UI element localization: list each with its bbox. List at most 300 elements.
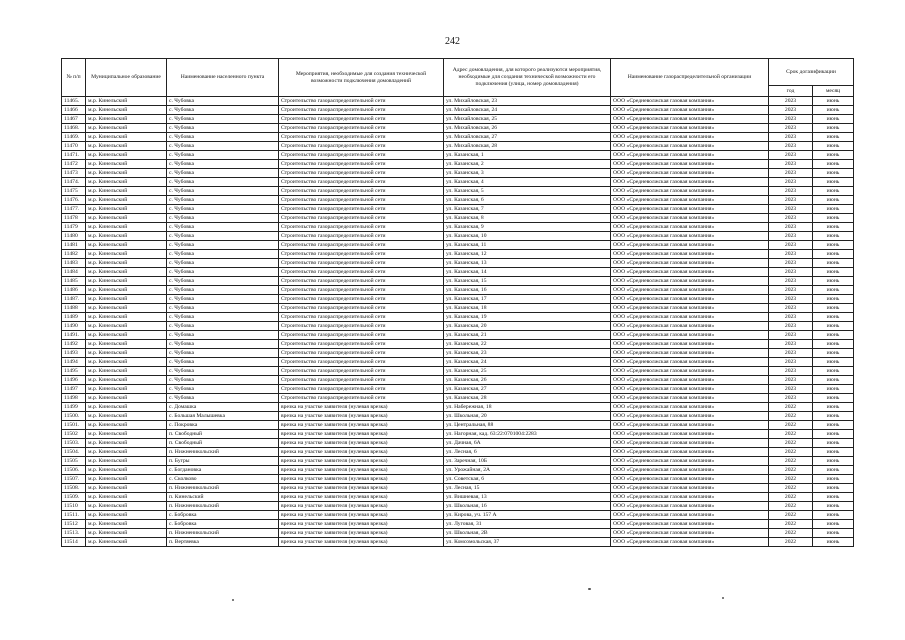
address-cell: ул. Школьная, 16 [444,502,611,511]
year-cell: 2022 [769,511,813,520]
year-cell: 2023 [769,394,813,403]
municipality-cell: м.р. Кинельский [86,421,167,430]
table-row [62,475,854,484]
measure-cell: Строительство газораспределительной сети [279,232,444,241]
settlement-cell: с. Чубовка [167,133,279,142]
organization-cell: ООО «Средневолжская газовая компания» [611,178,769,187]
organization-cell: ООО «Средневолжская газовая компания» [611,538,769,547]
organization-cell: ООО «Средневолжская газовая компания» [611,250,769,259]
month-cell: июнь [813,331,854,340]
year-cell: 2023 [769,97,813,106]
measure-cell: врезка на участке заявителя (нулевая врезка) [279,439,444,448]
address-cell: ул. Нагорная, кад. 63:22:0701004:2283 [444,430,611,439]
month-cell: июнь [813,421,854,430]
row-number-cell: 11474. [62,178,86,187]
year-cell: 2023 [769,124,813,133]
organization-cell: ООО «Средневолжская газовая компания» [611,385,769,394]
header-year: год [769,86,813,97]
table-row [62,286,854,295]
row-number-cell: 11512 [62,520,86,529]
municipality-cell: м.р. Кинельский [86,268,167,277]
table-row [62,493,854,502]
year-cell: 2023 [769,160,813,169]
row-number-cell: 11465. [62,97,86,106]
table-row [62,430,854,439]
measure-cell: Строительство газораспределительной сети [279,295,444,304]
organization-cell: ООО «Средневолжская газовая компания» [611,115,769,124]
month-cell: июнь [813,466,854,475]
address-cell: ул. Казанская, 1 [444,151,611,160]
table-row [62,349,854,358]
address-cell: ул. Михайловская, 27 [444,133,611,142]
municipality-cell: м.р. Кинельский [86,205,167,214]
month-cell: июнь [813,241,854,250]
settlement-cell: с. Большая Малышевка [167,412,279,421]
row-number-cell: 11494 [62,358,86,367]
month-cell: июнь [813,439,854,448]
address-cell: ул. Вишневая, 13 [444,493,611,502]
row-number-cell: 11486 [62,286,86,295]
row-number-cell: 11479 [62,223,86,232]
measure-cell: врезка на участке заявителя (нулевая врезка) [279,502,444,511]
municipality-cell: м.р. Кинельский [86,367,167,376]
table-row [62,502,854,511]
measure-cell: врезка на участке заявителя (нулевая врезка) [279,448,444,457]
table-row [62,367,854,376]
month-cell: июнь [813,340,854,349]
month-cell: июнь [813,232,854,241]
municipality-cell: м.р. Кинельский [86,520,167,529]
table-row [62,196,854,205]
measure-cell: Строительство газораспределительной сети [279,376,444,385]
address-cell: ул. Михайловская, 23 [444,97,611,106]
settlement-cell: с. Чубовка [167,268,279,277]
table-row [62,115,854,124]
settlement-cell: п. Нижненикольский [167,448,279,457]
municipality-cell: м.р. Кинельский [86,214,167,223]
organization-cell: ООО «Средневолжская газовая компания» [611,493,769,502]
measure-cell: Строительство газораспределительной сети [279,331,444,340]
measure-cell: врезка на участке заявителя (нулевая врезка) [279,529,444,538]
organization-cell: ООО «Средневолжская газовая компания» [611,160,769,169]
table-row [62,313,854,322]
settlement-cell: с. Чубовка [167,367,279,376]
month-cell: июнь [813,484,854,493]
organization-cell: ООО «Средневолжская газовая компания» [611,304,769,313]
municipality-cell: м.р. Кинельский [86,259,167,268]
settlement-cell: с. Чубовка [167,160,279,169]
municipality-cell: м.р. Кинельский [86,448,167,457]
year-cell: 2023 [769,322,813,331]
settlement-cell: с. Покровка [167,421,279,430]
table-row [62,403,854,412]
month-cell: июнь [813,493,854,502]
row-number-cell: 11473 [62,169,86,178]
month-cell: июнь [813,133,854,142]
month-cell: июнь [813,394,854,403]
municipality-cell: м.р. Кинельский [86,538,167,547]
municipality-cell: м.р. Кинельский [86,331,167,340]
organization-cell: ООО «Средневолжская газовая компания» [611,313,769,322]
month-cell: июнь [813,187,854,196]
table-row [62,511,854,520]
month-cell: июнь [813,178,854,187]
scan-artifact [722,597,724,599]
municipality-cell: м.р. Кинельский [86,529,167,538]
municipality-cell: м.р. Кинельский [86,502,167,511]
settlement-cell: с. Чубовка [167,331,279,340]
row-number-cell: 11475 [62,187,86,196]
measure-cell: Строительство газораспределительной сети [279,268,444,277]
measure-cell: Строительство газораспределительной сети [279,133,444,142]
row-number-cell: 11488 [62,304,86,313]
municipality-cell: м.р. Кинельский [86,466,167,475]
measure-cell: Строительство газораспределительной сети [279,259,444,268]
organization-cell: ООО «Средневолжская газовая компания» [611,277,769,286]
organization-cell: ООО «Средневолжская газовая компания» [611,466,769,475]
year-cell: 2023 [769,295,813,304]
table-row [62,268,854,277]
municipality-cell: м.р. Кинельский [86,475,167,484]
year-cell: 2023 [769,133,813,142]
table-row [62,457,854,466]
address-cell: ул. Казанская, 5 [444,187,611,196]
organization-cell: ООО «Средневолжская газовая компания» [611,241,769,250]
table-row [62,133,854,142]
municipality-cell: м.р. Кинельский [86,403,167,412]
organization-cell: ООО «Средневолжская газовая компания» [611,529,769,538]
address-cell: ул. Центральная, 88 [444,421,611,430]
measure-cell: Строительство газораспределительной сети [279,277,444,286]
page-number: 242 [445,36,460,47]
organization-cell: ООО «Средневолжская газовая компания» [611,448,769,457]
municipality-cell: м.р. Кинельский [86,484,167,493]
year-cell: 2022 [769,412,813,421]
settlement-cell: с. Чубовка [167,142,279,151]
month-cell: июнь [813,277,854,286]
table-row [62,178,854,187]
organization-cell: ООО «Средневолжская газовая компания» [611,439,769,448]
measure-cell: Строительство газораспределительной сети [279,205,444,214]
address-cell: ул. Казанская, 24 [444,358,611,367]
year-cell: 2023 [769,187,813,196]
row-number-cell: 11483 [62,259,86,268]
row-number-cell: 11500. [62,412,86,421]
municipality-cell: м.р. Кинельский [86,322,167,331]
table-row [62,538,854,547]
row-number-cell: 11471. [62,151,86,160]
month-cell: июнь [813,286,854,295]
settlement-cell: с. Чубовка [167,250,279,259]
organization-cell: ООО «Средневолжская газовая компания» [611,367,769,376]
row-number-cell: 11508. [62,484,86,493]
month-cell: июнь [813,295,854,304]
address-cell: ул. Казанская, 12 [444,250,611,259]
municipality-cell: м.р. Кинельский [86,178,167,187]
organization-cell: ООО «Средневолжская газовая компания» [611,322,769,331]
address-cell: ул. Казанская, 11 [444,241,611,250]
row-number-cell: 11513. [62,529,86,538]
settlement-cell: с. Чубовка [167,178,279,187]
year-cell: 2022 [769,457,813,466]
settlement-cell: с. Чубовка [167,223,279,232]
measure-cell: Строительство газораспределительной сети [279,169,444,178]
table-row [62,232,854,241]
row-number-cell: 11503. [62,439,86,448]
address-cell: ул. Казанская, 8 [444,214,611,223]
measure-cell: врезка на участке заявителя (нулевая врезка) [279,511,444,520]
year-cell: 2023 [769,232,813,241]
settlement-cell: п. Свободный [167,430,279,439]
address-cell: ул. Казанская, 16 [444,286,611,295]
settlement-cell: п. Вертяевка [167,538,279,547]
organization-cell: ООО «Средневолжская газовая компания» [611,205,769,214]
table-row [62,277,854,286]
municipality-cell: м.р. Кинельский [86,232,167,241]
organization-cell: ООО «Средневолжская газовая компания» [611,358,769,367]
settlement-cell: с. Чубовка [167,187,279,196]
table-row [62,394,854,403]
address-cell: ул. Казанская, 10 [444,232,611,241]
row-number-cell: 11497 [62,385,86,394]
year-cell: 2023 [769,286,813,295]
organization-cell: ООО «Средневолжская газовая компания» [611,421,769,430]
municipality-cell: м.р. Кинельский [86,97,167,106]
table-row [62,466,854,475]
municipality-cell: м.р. Кинельский [86,376,167,385]
row-number-cell: 11498 [62,394,86,403]
year-cell: 2022 [769,502,813,511]
measure-cell: Строительство газораспределительной сети [279,358,444,367]
month-cell: июнь [813,376,854,385]
municipality-cell: м.р. Кинельский [86,169,167,178]
address-cell: ул. Казанская, 23 [444,349,611,358]
month-cell: июнь [813,115,854,124]
organization-cell: ООО «Средневолжская газовая компания» [611,106,769,115]
address-cell: ул. Казанская, 9 [444,223,611,232]
month-cell: июнь [813,448,854,457]
measure-cell: Строительство газораспределительной сети [279,160,444,169]
measure-cell: врезка на участке заявителя (нулевая врезка) [279,430,444,439]
measure-cell: врезка на участке заявителя (нулевая врезка) [279,538,444,547]
organization-cell: ООО «Средневолжская газовая компания» [611,286,769,295]
municipality-cell: м.р. Кинельский [86,106,167,115]
year-cell: 2023 [769,205,813,214]
row-number-cell: 11506. [62,466,86,475]
municipality-cell: м.р. Кинельский [86,142,167,151]
organization-cell: ООО «Средневолжская газовая компания» [611,457,769,466]
address-cell: ул. Казанская, 15 [444,277,611,286]
year-cell: 2022 [769,484,813,493]
month-cell: июнь [813,538,854,547]
municipality-cell: м.р. Кинельский [86,241,167,250]
month-cell: июнь [813,268,854,277]
gasification-table [61,58,854,547]
measure-cell: Строительство газораспределительной сети [279,187,444,196]
municipality-cell: м.р. Кинельский [86,358,167,367]
month-cell: июнь [813,322,854,331]
row-number-cell: 11492 [62,340,86,349]
municipality-cell: м.р. Кинельский [86,511,167,520]
row-number-cell: 11489 [62,313,86,322]
settlement-cell: с. Чубовка [167,277,279,286]
settlement-cell: с. Чубовка [167,124,279,133]
municipality-cell: м.р. Кинельский [86,286,167,295]
address-cell: ул. Советская, 6 [444,475,611,484]
month-cell: июнь [813,259,854,268]
settlement-cell: с. Чубовка [167,376,279,385]
month-cell: июнь [813,250,854,259]
month-cell: июнь [813,412,854,421]
month-cell: июнь [813,214,854,223]
month-cell: июнь [813,457,854,466]
settlement-cell: с. Чубовка [167,313,279,322]
header-num: № п/п [62,59,86,97]
settlement-cell: с. Чубовка [167,358,279,367]
table-row [62,241,854,250]
settlement-cell: с. Чубовка [167,385,279,394]
header-measure: Мероприятия, необходимые для создания технической возможности подключения домовладений [279,59,444,97]
year-cell: 2023 [769,169,813,178]
month-cell: июнь [813,97,854,106]
table-row [62,448,854,457]
organization-cell: ООО «Средневолжская газовая компания» [611,295,769,304]
row-number-cell: 11499 [62,403,86,412]
month-cell: июнь [813,169,854,178]
month-cell: июнь [813,529,854,538]
month-cell: июнь [813,349,854,358]
municipality-cell: м.р. Кинельский [86,412,167,421]
organization-cell: ООО «Средневолжская газовая компания» [611,430,769,439]
month-cell: июнь [813,124,854,133]
measure-cell: врезка на участке заявителя (нулевая врезка) [279,412,444,421]
address-cell: ул. Казанская, 3 [444,169,611,178]
measure-cell: врезка на участке заявителя (нулевая врезка) [279,493,444,502]
table-row [62,142,854,151]
municipality-cell: м.р. Кинельский [86,160,167,169]
settlement-cell: с. Чубовка [167,169,279,178]
measure-cell: врезка на участке заявителя (нулевая врезка) [279,457,444,466]
organization-cell: ООО «Средневолжская газовая компания» [611,97,769,106]
address-cell: ул. Казанская, 19 [444,313,611,322]
row-number-cell: 11507. [62,475,86,484]
settlement-cell: с. Чубовка [167,394,279,403]
settlement-cell: с. Чубовка [167,304,279,313]
month-cell: июнь [813,313,854,322]
organization-cell: ООО «Средневолжская газовая компания» [611,214,769,223]
row-number-cell: 11514 [62,538,86,547]
address-cell: ул. Казанская, 6 [444,196,611,205]
year-cell: 2022 [769,421,813,430]
settlement-cell: с. Бобровка [167,511,279,520]
address-cell: ул. Казанская, 28 [444,394,611,403]
year-cell: 2023 [769,241,813,250]
table-row [62,520,854,529]
address-cell: ул. Казанская, 27 [444,385,611,394]
table-row [62,322,854,331]
table-row [62,304,854,313]
measure-cell: врезка на участке заявителя (нулевая врезка) [279,520,444,529]
month-cell: июнь [813,511,854,520]
organization-cell: ООО «Средневолжская газовая компания» [611,196,769,205]
measure-cell: Строительство газораспределительной сети [279,115,444,124]
month-cell: июнь [813,385,854,394]
measure-cell: Строительство газораспределительной сети [279,142,444,151]
row-number-cell: 11470 [62,142,86,151]
settlement-cell: с. Чубовка [167,97,279,106]
month-cell: июнь [813,106,854,115]
measure-cell: Строительство газораспределительной сети [279,151,444,160]
year-cell: 2022 [769,520,813,529]
measure-cell: Строительство газораспределительной сети [279,250,444,259]
year-cell: 2023 [769,277,813,286]
year-cell: 2023 [769,304,813,313]
municipality-cell: м.р. Кинельский [86,457,167,466]
organization-cell: ООО «Средневолжская газовая компания» [611,403,769,412]
year-cell: 2022 [769,475,813,484]
settlement-cell: с. Чубовка [167,322,279,331]
month-cell: июнь [813,430,854,439]
month-cell: июнь [813,520,854,529]
row-number-cell: 11484 [62,268,86,277]
settlement-cell: с. Сколково [167,475,279,484]
year-cell: 2022 [769,448,813,457]
address-cell: ул. Казанская, 13 [444,259,611,268]
row-number-cell: 11482 [62,250,86,259]
table-row [62,106,854,115]
organization-cell: ООО «Средневолжская газовая компания» [611,394,769,403]
address-cell: ул. Казанская, 18 [444,304,611,313]
address-cell: ул. Казанская, 21 [444,331,611,340]
settlement-cell: с. Чубовка [167,349,279,358]
year-cell: 2023 [769,376,813,385]
month-cell: июнь [813,304,854,313]
year-cell: 2023 [769,106,813,115]
year-cell: 2022 [769,439,813,448]
year-cell: 2023 [769,313,813,322]
table-row [62,97,854,106]
municipality-cell: м.р. Кинельский [86,439,167,448]
municipality-cell: м.р. Кинельский [86,151,167,160]
table-row [62,169,854,178]
address-cell: ул. Казанская, 25 [444,367,611,376]
year-cell: 2023 [769,178,813,187]
organization-cell: ООО «Средневолжская газовая компания» [611,142,769,151]
municipality-cell: м.р. Кинельский [86,295,167,304]
header-address: Адрес домовладения, для которого реализуются мероприятия, необходимые для создания технической возможности его подключения (улица, номер домовладения) [444,59,611,97]
table-row [62,331,854,340]
measure-cell: врезка на участке заявителя (нулевая врезка) [279,475,444,484]
measure-cell: Строительство газораспределительной сети [279,340,444,349]
year-cell: 2023 [769,358,813,367]
settlement-cell: п. Бугры [167,457,279,466]
month-cell: июнь [813,502,854,511]
year-cell: 2022 [769,538,813,547]
settlement-cell: с. Чубовка [167,151,279,160]
month-cell: июнь [813,475,854,484]
measure-cell: Строительство газораспределительной сети [279,214,444,223]
table-row [62,376,854,385]
settlement-cell: с. Чубовка [167,232,279,241]
measure-cell: Строительство газораспределительной сети [279,394,444,403]
settlement-cell: с. Чубовка [167,214,279,223]
table-row [62,187,854,196]
settlement-cell: с. Чубовка [167,106,279,115]
row-number-cell: 11504. [62,448,86,457]
year-cell: 2023 [769,115,813,124]
month-cell: июнь [813,223,854,232]
organization-cell: ООО «Средневолжская газовая компания» [611,151,769,160]
